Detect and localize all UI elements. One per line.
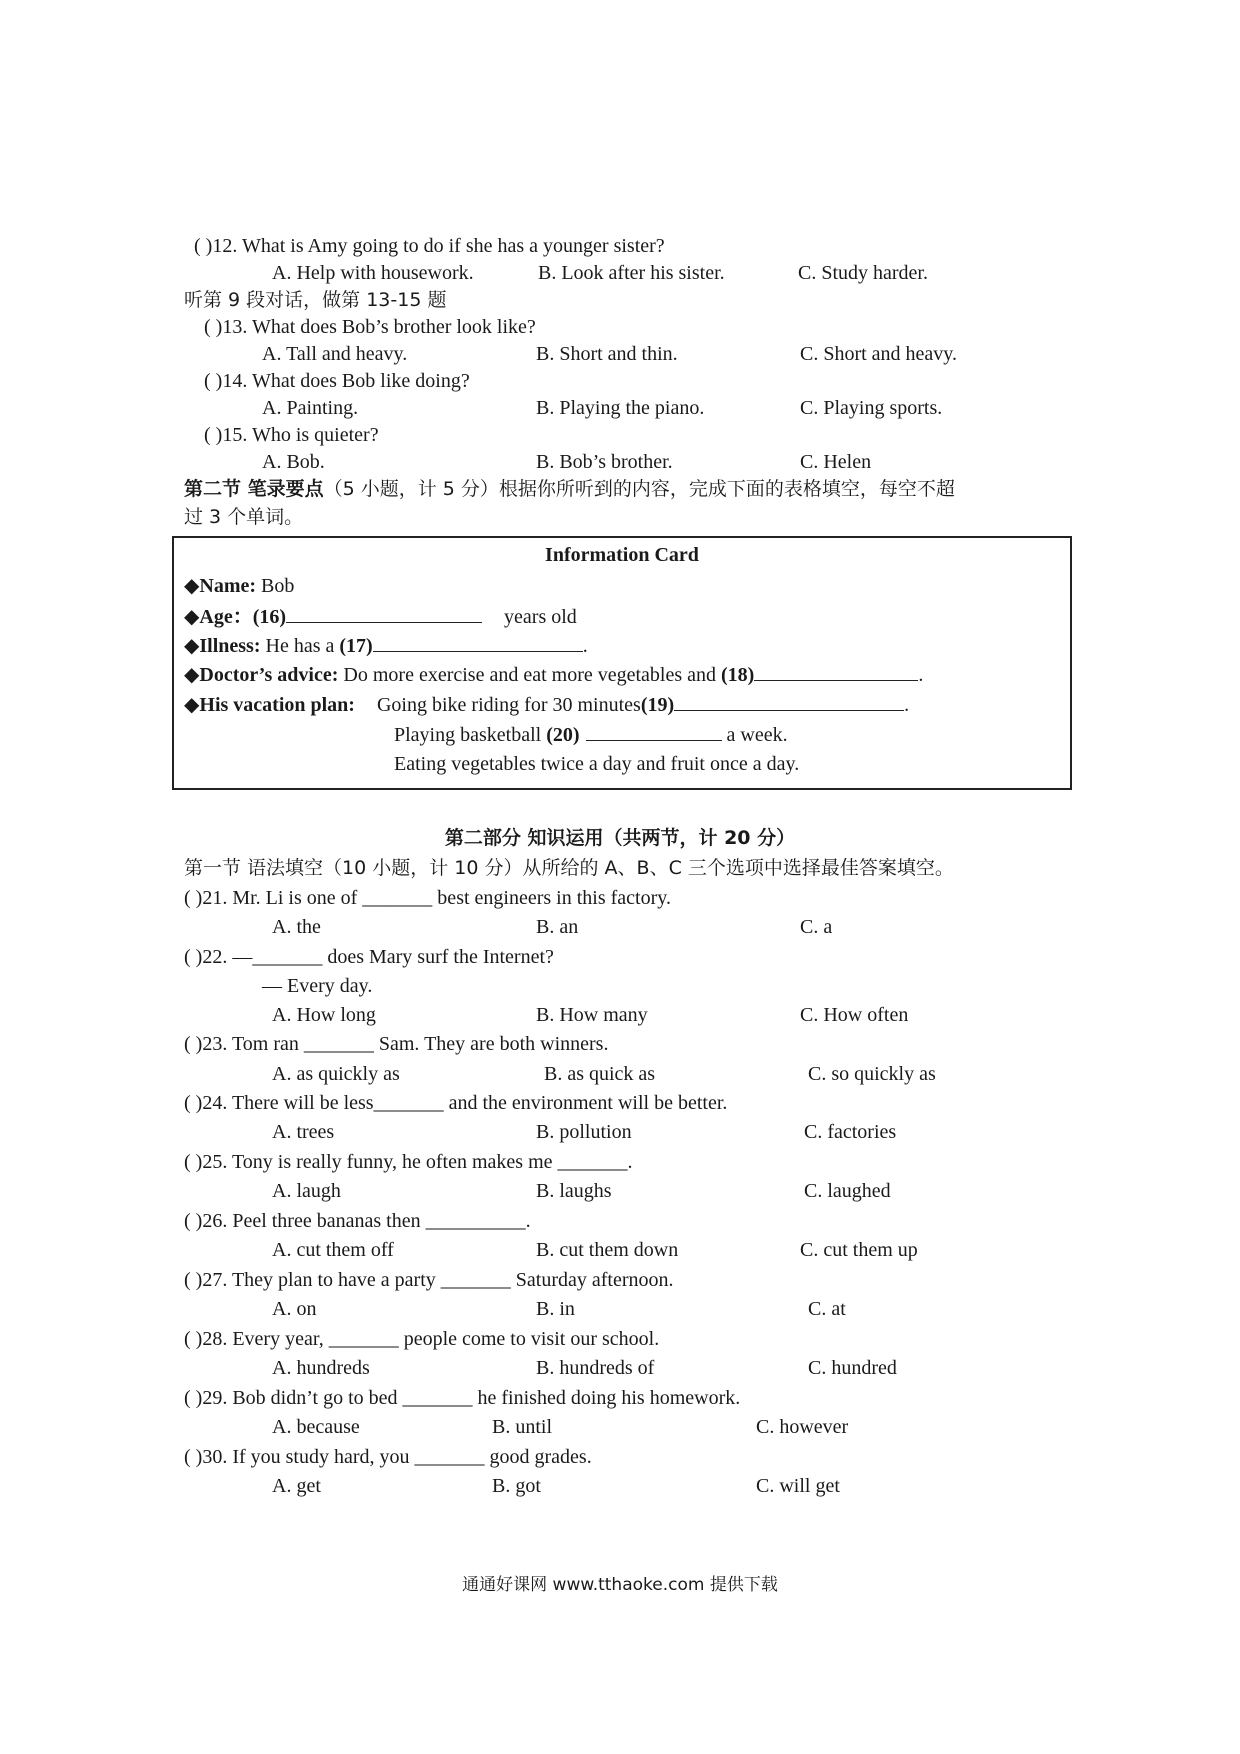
question-22-stem: ( )22. —_______ does Mary surf the Internet? — [184, 946, 554, 968]
card-illness-label: ◆Illness: — [184, 635, 261, 657]
question-24-option-a: A. trees — [272, 1121, 335, 1143]
question-21-option-b: B. an — [536, 916, 579, 938]
card-plan-label: ◆His vacation plan: — [184, 694, 355, 716]
page-footer: 通通好课网 www.tthaoke.com 提供下载 — [462, 1575, 778, 1595]
card-illness-number: (17) — [339, 635, 373, 657]
question-27-option-a: A. on — [272, 1298, 317, 1320]
section-2-instruction: （5 小题，计 5 分）根据你所听到的内容，完成下面的表格填空，每空不超 — [323, 478, 955, 500]
question-28-stem: ( )28. Every year, _______ people come to visit our school. — [184, 1328, 660, 1350]
question-21-option-a: A. the — [272, 916, 321, 938]
card-illness-row — [184, 633, 588, 658]
question-28-option-b: B. hundreds of — [536, 1357, 655, 1379]
question-13-option-c: C. Short and heavy. — [800, 343, 958, 365]
question-12-option-c: C. Study harder. — [798, 262, 928, 284]
blank-17[interactable] — [373, 633, 583, 652]
card-illness-text: He has a — [260, 635, 340, 657]
card-advice-end: . — [918, 664, 924, 686]
part-2-title: 第二部分 知识运用（共两节，计 20 分） — [444, 827, 796, 849]
question-25-stem: ( )25. Tony is really funny, he often makes me _______. — [184, 1151, 633, 1173]
question-23-option-a: A. as quickly as — [272, 1063, 400, 1085]
card-plan-2-end: a week. — [721, 724, 788, 746]
question-23-option-b: B. as quick as — [544, 1063, 656, 1085]
question-15-option-b: B. Bob’s brother. — [536, 451, 673, 473]
card-plan-1-number: (19) — [640, 694, 675, 716]
question-30-option-b: B. got — [492, 1475, 541, 1497]
blank-16[interactable] — [286, 604, 482, 623]
card-advice-row — [184, 662, 923, 687]
information-card-title: Information Card — [545, 544, 699, 566]
question-14-option-a: A. Painting. — [262, 397, 359, 419]
card-plan-row-1 — [184, 692, 909, 717]
question-14-option-b: B. Playing the piano. — [536, 397, 705, 419]
question-22-option-a: A. How long — [272, 1004, 376, 1026]
question-15-stem: ( )15. Who is quieter? — [204, 424, 379, 446]
question-21-option-c: C. a — [800, 916, 833, 938]
question-29-option-c: C. however — [756, 1416, 849, 1438]
card-plan-2-number: (20) — [546, 724, 580, 746]
card-advice-number: (18) — [721, 664, 755, 686]
question-24-option-c: C. factories — [804, 1121, 897, 1143]
question-15-option-a: A. Bob. — [262, 451, 325, 473]
question-13-stem: ( )13. What does Bob’s brother look like? — [204, 316, 536, 338]
card-name-value: Bob — [256, 575, 295, 597]
question-30-stem: ( )30. If you study hard, you _______ good grades. — [184, 1446, 592, 1468]
question-13-option-a: A. Tall and heavy. — [262, 343, 408, 365]
information-card — [172, 536, 1072, 790]
question-26-option-c: C. cut them up — [800, 1239, 918, 1261]
question-30-option-a: A. get — [272, 1475, 321, 1497]
card-plan-2-text: Playing basketball — [394, 724, 547, 746]
card-advice-label: ◆Doctor’s advice: — [184, 664, 339, 686]
card-name-row — [184, 574, 294, 598]
section-2-heading — [184, 477, 955, 501]
question-23-option-c: C. so quickly as — [808, 1063, 936, 1085]
card-age-label: ◆Age：(16) — [184, 606, 287, 628]
card-plan-1-end: . — [904, 694, 910, 716]
question-27-option-c: C. at — [808, 1298, 846, 1320]
card-plan-1-text: Going bike riding for 30 minutes — [376, 694, 641, 716]
question-22-option-c: C. How often — [800, 1004, 909, 1026]
question-15-option-c: C. Helen — [800, 451, 872, 473]
section-2-title: 第二节 笔录要点 — [184, 478, 324, 500]
question-24-stem: ( )24. There will be less_______ and the environment will be better. — [184, 1092, 728, 1114]
question-29-stem: ( )29. Bob didn’t go to bed _______ he finished doing his homework. — [184, 1387, 741, 1409]
dialog-9-instruction: 听第 9 段对话，做第 13-15 题 — [184, 289, 447, 311]
question-30-option-c: C. will get — [756, 1475, 840, 1497]
question-22-reply: — Every day. — [262, 975, 373, 997]
question-13-option-b: B. Short and thin. — [536, 343, 678, 365]
question-26-option-b: B. cut them down — [536, 1239, 679, 1261]
question-14-option-c: C. Playing sports. — [800, 397, 943, 419]
question-14-stem: ( )14. What does Bob like doing? — [204, 370, 470, 392]
section-2-instruction-line2: 过 3 个单词。 — [184, 506, 304, 528]
question-21-stem: ( )21. Mr. Li is one of _______ best engineers in this factory. — [184, 887, 671, 909]
blank-19[interactable] — [674, 692, 904, 711]
question-12-option-b: B. Look after his sister. — [538, 262, 725, 284]
question-25-option-b: B. laughs — [536, 1180, 612, 1202]
card-age-unit: years old — [504, 606, 577, 628]
question-26-option-a: A. cut them off — [272, 1239, 394, 1261]
card-advice-text: Do more exercise and eat more vegetables and — [338, 664, 722, 686]
card-plan-row-3: Eating vegetables twice a day and fruit once a day. — [394, 753, 800, 775]
question-25-option-c: C. laughed — [804, 1180, 891, 1202]
section-1-instruction: 第一节 语法填空（10 小题，计 10 分）从所给的 A、B、C 三个选项中选择最佳答案填空。 — [184, 857, 954, 879]
question-12-stem: ( )12. What is Amy going to do if she has a younger sister? — [194, 235, 665, 257]
question-29-option-a: A. because — [272, 1416, 360, 1438]
question-23-stem: ( )23. Tom ran _______ Sam. They are both winners. — [184, 1033, 609, 1055]
card-illness-end: . — [582, 635, 588, 657]
question-28-option-c: C. hundred — [808, 1357, 897, 1379]
question-27-stem: ( )27. They plan to have a party _______ Saturday afternoon. — [184, 1269, 674, 1291]
blank-20[interactable] — [586, 722, 722, 741]
question-25-option-a: A. laugh — [272, 1180, 341, 1202]
question-26-stem: ( )26. Peel three bananas then __________. — [184, 1210, 531, 1232]
blank-18[interactable] — [754, 662, 918, 681]
card-plan-row-2 — [394, 722, 788, 747]
question-24-option-b: B. pollution — [536, 1121, 632, 1143]
question-12-option-a: A. Help with housework. — [272, 262, 474, 284]
question-27-option-b: B. in — [536, 1298, 575, 1320]
question-28-option-a: A. hundreds — [272, 1357, 370, 1379]
question-22-option-b: B. How many — [536, 1004, 648, 1026]
card-name-label: ◆Name: — [184, 575, 257, 597]
card-age-row — [184, 604, 577, 629]
question-29-option-b: B. until — [492, 1416, 553, 1438]
